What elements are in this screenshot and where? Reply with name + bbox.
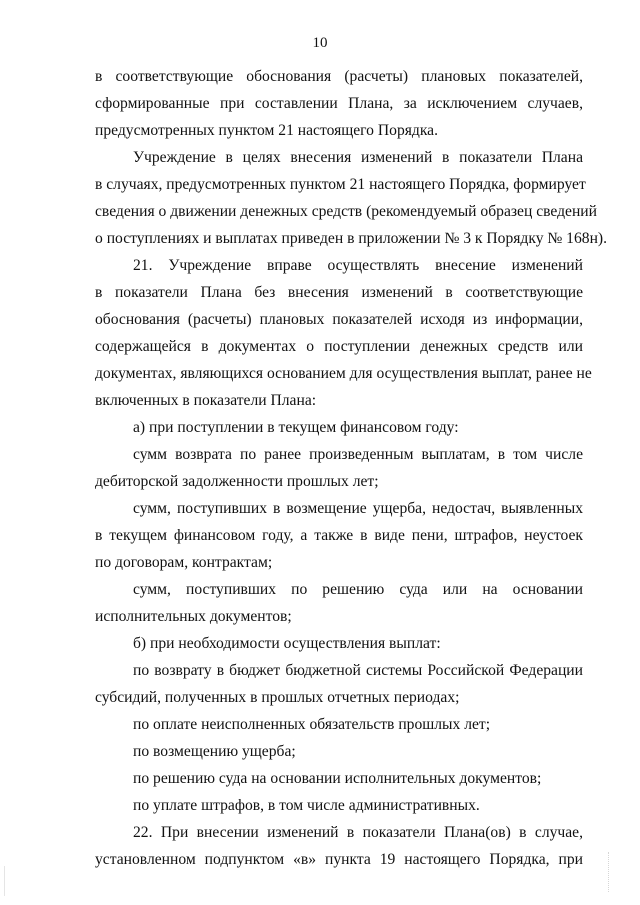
text-line: исполнительных документов; <box>95 608 292 625</box>
paragraph-first-line: по уплате штрафов, в том числе административных. <box>133 797 480 814</box>
paragraph-first-line: по решению суда на основании исполнительных документов; <box>133 770 542 787</box>
text-line: содержащейся в документах о поступлении денежных средств или <box>95 338 583 355</box>
text-line: сформированные при составлении Плана, за исключением случаев, <box>95 95 583 112</box>
text-line: дебиторской задолженности прошлых лет; <box>95 473 379 490</box>
paragraph-first-line: сумм, поступивших по решению суда или на основании <box>133 581 583 598</box>
paragraph-first-line: а) при поступлении в текущем финансовом году: <box>133 419 459 436</box>
text-line: установленном подпунктом «в» пункта 19 настоящего Порядка, при <box>95 851 583 868</box>
text-line: предусмотренных пунктом 21 настоящего Порядка. <box>95 122 439 139</box>
paragraph-first-line: 21. Учреждение вправе осуществлять внесение изменений <box>133 257 583 274</box>
text-line: в показатели Плана без внесения изменений в соответствующие <box>95 284 583 301</box>
text-line: сведения о движении денежных средств (рекомендуемый образец сведений <box>95 203 597 220</box>
page-number: 10 <box>312 35 328 51</box>
text-line: в случаях, предусмотренных пунктом 21 настоящего Порядка, формирует <box>95 176 586 193</box>
text-line: включенных в показатели Плана: <box>95 392 317 409</box>
scan-edge-mark <box>608 852 615 892</box>
paragraph-first-line: сумм возврата по ранее произведенным выплатам, в том числе <box>133 446 583 463</box>
scan-edge-mark <box>4 866 7 896</box>
text-line: о поступлениях и выплатах приведен в приложении № 3 к Порядку № 168н). <box>95 230 608 247</box>
text-line: субсидий, полученных в прошлых отчетных периодах; <box>95 689 460 706</box>
paragraph-first-line: Учреждение в целях внесения изменений в показатели Плана <box>133 149 583 166</box>
paragraph-first-line: по возврату в бюджет бюджетной системы Российской Федерации <box>133 662 583 679</box>
paragraph-first-line: б) при необходимости осуществления выплат: <box>133 635 441 652</box>
text-line: в текущем финансовом году, а также в виде пени, штрафов, неустоек <box>95 527 583 544</box>
text-line: обоснования (расчеты) плановых показателей исходя из информации, <box>95 311 583 328</box>
paragraph-first-line: 22. При внесении изменений в показатели Плана(ов) в случае, <box>133 824 583 841</box>
paragraph-first-line: по оплате неисполненных обязательств прошлых лет; <box>133 716 491 733</box>
text-line: документах, являющихся основанием для осуществления выплат, ранее не <box>95 365 592 382</box>
text-line: по договорам, контрактам; <box>95 554 273 571</box>
paragraph-first-line: сумм, поступивших в возмещение ущерба, недостач, выявленных <box>133 500 583 517</box>
paragraph-first-line: по возмещению ущерба; <box>133 743 296 760</box>
text-line: в соответствующие обоснования (расчеты) плановых показателей, <box>95 68 583 85</box>
